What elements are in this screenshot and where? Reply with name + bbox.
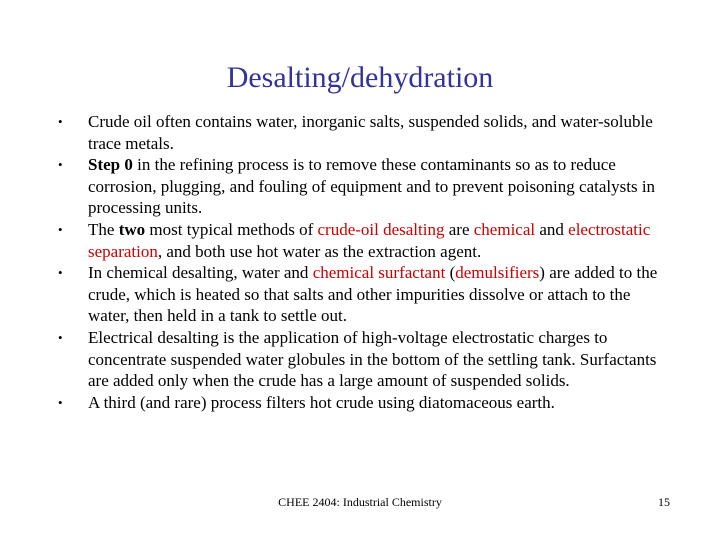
bullet-text: , and both use hot water as the extraction agent. <box>157 241 482 261</box>
bullet-icon: • <box>58 329 63 345</box>
bullet-text: Electrical desalting is the application of high-voltage electrostatic charges to concentrate suspended water globules in the bottom of the settling tank. Surfactants are added only when the crude has a large amount of suspended solids. <box>88 327 657 391</box>
bullet-bold-text: Step 0 <box>88 155 133 175</box>
bullet-text: A third (and rare) process filters hot crude using diatomaceous earth. <box>88 392 555 412</box>
highlight-text: electrostatic separation <box>88 219 651 261</box>
bullet-text: The <box>88 219 119 239</box>
bullet-item <box>56 219 666 262</box>
page-number: 15 <box>658 495 670 509</box>
bullet-icon: • <box>58 114 63 129</box>
bullet-icon: • <box>58 157 63 173</box>
bullet-bold-text: two <box>118 219 146 239</box>
bullet-icon: • <box>58 394 63 410</box>
slide-title: Desalting/dehydration <box>226 61 494 94</box>
bullet-text: and <box>535 219 569 239</box>
bullet-text: ( <box>445 263 456 283</box>
highlight-text: chemical surfactant <box>312 263 446 283</box>
bullet-item <box>56 392 666 414</box>
bullet-text: Crude oil often contains water, inorganic salts, suspended solids, and water-soluble trace metals. <box>88 112 653 153</box>
bullet-text: in the refining process is to remove these contaminants so as to reduce corrosion, plugging, and fouling of equipment and to prevent poisoning catalysts in processing units. <box>88 155 656 218</box>
bullet-item <box>56 154 666 219</box>
bullet-text: most typical methods of <box>145 219 318 239</box>
bullet-text: are <box>444 219 474 239</box>
bullet-text: ) are added to the crude, which is heated so that salts and other impurities dissolve or attach to the water, then held in a tank to settle out. <box>88 263 658 326</box>
slide-footer: CHEE 2404: Industrial Chemistry <box>278 495 442 509</box>
bullet-text: In chemical desalting, water and <box>88 263 313 283</box>
highlight-text: crude-oil desalting <box>317 219 445 239</box>
bullet-icon: • <box>58 221 63 237</box>
highlight-text: chemical <box>473 219 536 239</box>
bullet-item <box>56 327 666 392</box>
highlight-text: demulsifiers <box>455 263 540 283</box>
bullet-icon: • <box>58 265 63 281</box>
bullet-item <box>56 262 666 327</box>
bullet-item <box>56 111 666 154</box>
bullet-list <box>56 111 666 413</box>
